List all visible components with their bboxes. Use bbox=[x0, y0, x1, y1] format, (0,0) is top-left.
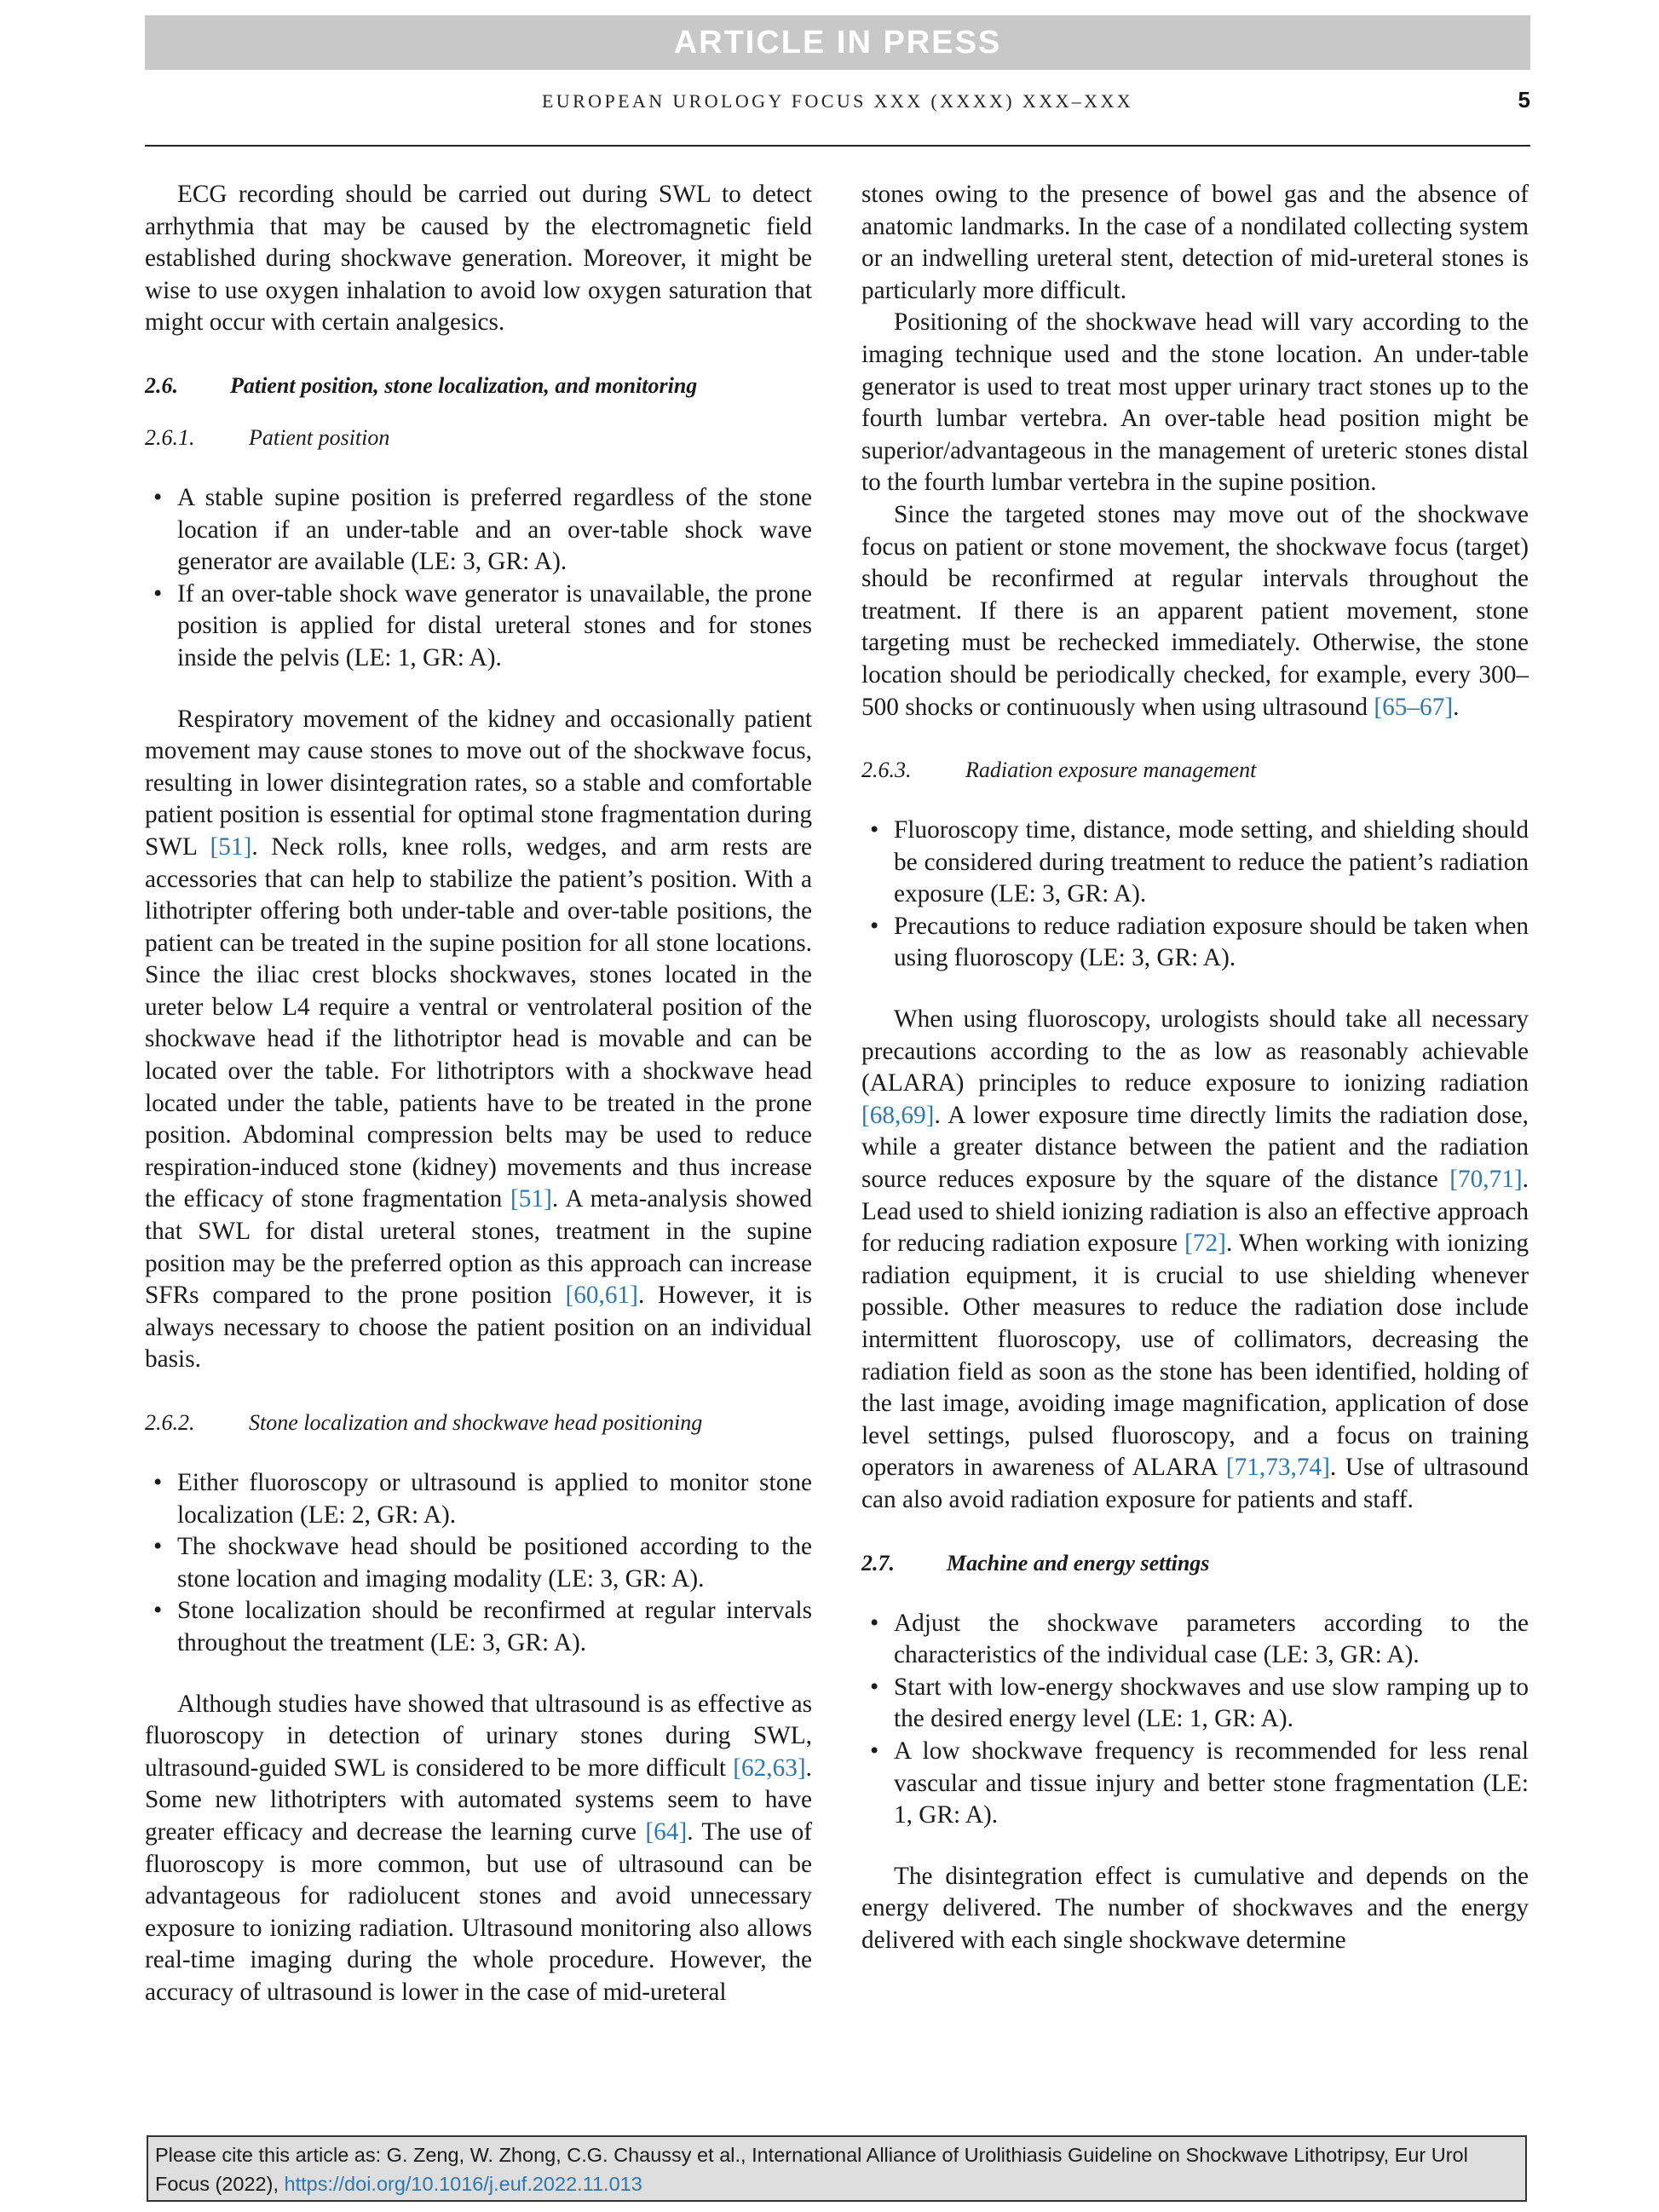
list-item: • Adjust the shockwave parameters according to the characteristics of the individual case (LE: 3, GR: A). bbox=[870, 1609, 1529, 1669]
section-heading-2-6-3 bbox=[861, 754, 1529, 786]
reference-link[interactable]: [70,71] bbox=[1449, 1166, 1523, 1194]
section-title: Patient position, stone localization, and monitoring bbox=[230, 372, 698, 398]
bullet-list-stone-localization bbox=[145, 1467, 812, 1660]
bullet-icon: • bbox=[153, 1469, 163, 1496]
paragraph-ultrasound: Although studies have showed that ultrasound is as effective as fluoroscopy in detection of urinary stones during SWL, ultrasound-guided SWL is considered to be more difficult [62,63]. Some new lithotripters with automated systems seem to have greater efficacy and decrease the learning curve [64]. The use of fluoroscopy is more common, but use of ultrasound can be advantageous for radiolucent stones and avoid unnecessary exposure to ionizing radiation. Ultrasound monitoring also allows real-time imaging during the whole procedure. However, the accuracy of ultrasound is lower in the case of mid-ureteral bbox=[145, 1690, 812, 2006]
paragraph-positioning: Positioning of the shockwave head will vary according to the imaging technique used and the stone location. An under-table generator is used to treat most upper urinary tract stones up to the fourth lumbar vertebra. An over-table head position might be superior/advantageous in the management of ureteric stones distal to the fourth lumbar vertebra in the supine position. bbox=[861, 308, 1529, 497]
section-title: Radiation exposure management bbox=[965, 757, 1257, 783]
bullet-icon: • bbox=[153, 1533, 163, 1561]
bullet-icon: • bbox=[153, 483, 163, 511]
list-item: • If an over-table shock wave generator is unavailable, the prone position is applied for distal ureteral stones and for stones inside the pelvis (LE: 1, GR: A). bbox=[153, 579, 812, 671]
list-item: • A low shockwave frequency is recommended for less renal vascular and tissue injury and better stone fragmentation (LE: 1, GR: A). bbox=[870, 1737, 1529, 1829]
bullet-list-patient-position bbox=[145, 482, 812, 675]
paragraph-targeting: Since the targeted stones may move out of the shockwave focus on patient or stone movement, the shockwave focus (target) should be reconfirmed at regular intervals throughout the treatment. If there is an apparent patient movement, stone targeting must be rechecked immediately. Otherwise, the stone location should be periodically checked, for example, every 300–500 shocks or continuously when using ultrasound [65–67]. bbox=[861, 500, 1529, 721]
list-item: • Either fluoroscopy or ultrasound is applied to monitor stone localization (LE: 2, GR: A). bbox=[153, 1469, 812, 1529]
section-number: 2.6. bbox=[145, 372, 178, 398]
reference-link[interactable]: [62,63] bbox=[733, 1754, 806, 1782]
reference-link[interactable]: [51] bbox=[510, 1185, 552, 1213]
doi-link[interactable]: https://doi.org/10.1016/j.euf.2022.11.013 bbox=[284, 2173, 642, 2195]
bullet-icon: • bbox=[870, 1673, 879, 1701]
bullet-icon: • bbox=[153, 1597, 163, 1625]
list-item: • The shockwave head should be positioned according to the stone location and imaging modality (LE: 3, GR: A). bbox=[153, 1533, 812, 1593]
bullet-icon: • bbox=[870, 912, 879, 940]
section-title: Stone localization and shockwave head positioning bbox=[249, 1410, 703, 1435]
reference-link[interactable]: [64] bbox=[645, 1817, 688, 1846]
reference-link[interactable]: [65–67] bbox=[1374, 693, 1454, 721]
page-number: 5 bbox=[1518, 87, 1530, 112]
list-item: • Fluoroscopy time, distance, mode setting, and shielding should be considered during treatment to reduce the patient’s radiation exposure (LE: 3, GR: A). bbox=[870, 816, 1529, 908]
reference-link[interactable]: [60,61] bbox=[565, 1282, 638, 1310]
section-number: 2.7. bbox=[861, 1550, 895, 1575]
section-number: 2.6.2. bbox=[145, 1410, 195, 1435]
citation-box bbox=[147, 2135, 1527, 2202]
list-item: • A stable supine position is preferred regardless of the stone location if an under-table and an over-table shock wave generator are available (LE: 3, GR: A). bbox=[153, 483, 812, 576]
bullet-list-machine-settings bbox=[861, 1608, 1529, 1832]
list-item: • Start with low-energy shockwaves and use slow ramping up to the desired energy level (LE: 1, GR: A). bbox=[870, 1673, 1529, 1733]
bullet-icon: • bbox=[870, 1609, 879, 1637]
paragraph-energy: The disintegration effect is cumulative and depends on the energy delivered. The number of shockwaves and the energy delivered with each single shockwave determine bbox=[861, 1862, 1529, 1954]
journal-name: EUROPEAN UROLOGY FOCUS XXX (XXXX) XXX–XXX bbox=[541, 90, 1134, 112]
bullet-icon: • bbox=[153, 579, 163, 608]
reference-link[interactable]: [72] bbox=[1184, 1230, 1226, 1258]
right-column bbox=[861, 179, 1529, 1957]
section-number: 2.6.1. bbox=[145, 424, 195, 450]
paragraph-fluoroscopy: When using fluoroscopy, urologists should take all necessary precautions according to the as low as reasonably achievable (ALARA) principles to reduce exposure to ionizing radiation [68,69]. A lower exposure time directly limits the radiation dose, while a greater distance between the patient and the radiation source reduces exposure by the square of the distance [70,71]. Lead used to shield ionizing radiation is also an effective approach for reducing radiation exposure [72]. When working with ionizing radiation equipment, it is crucial to use shielding whenever possible. Other measures to reduce the radiation dose include intermittent fluoroscopy, use of collimators, decreasing the radiation field as soon as the stone has been identified, holding of the last image, avoiding image magnification, application of dose level settings, pulsed fluoroscopy, and a focus on training operators in awareness of ALARA [71,73,74]. Use of ultrasound can also avoid radiation exposure for patients and staff. bbox=[861, 1005, 1529, 1513]
header-divider bbox=[145, 145, 1530, 147]
running-head bbox=[145, 85, 1530, 119]
section-number: 2.6.3. bbox=[861, 757, 912, 783]
paragraph-continued: stones owing to the presence of bowel gas and the absence of anatomic landmarks. In the case of a nondilated collecting system or an indwelling ureteral stent, detection of mid-ureteral stones is particularly more difficult. bbox=[861, 181, 1529, 304]
list-item: • Precautions to reduce radiation exposure should be taken when using fluoroscopy (LE: 3, GR: A). bbox=[870, 912, 1529, 972]
article-in-press-banner: ARTICLE IN PRESS bbox=[145, 15, 1530, 70]
reference-link[interactable]: [51] bbox=[210, 832, 252, 861]
list-item: • Stone localization should be reconfirmed at regular intervals throughout the treatment (LE: 3, GR: A). bbox=[153, 1597, 812, 1656]
left-column bbox=[145, 179, 812, 2009]
section-heading-2-6-2 bbox=[145, 1407, 812, 1438]
section-heading-2-6 bbox=[145, 370, 812, 401]
section-title: Patient position bbox=[249, 424, 390, 450]
paragraph-respiratory-movement: Respiratory movement of the kidney and occasionally patient movement may cause stones to move out of the shockwave focus, resulting in lower disintegration rates, so a stable and comfortable patient position is essential for optimal stone fragmentation during SWL [51]. Neck rolls, knee rolls, wedges, and arm rests are accessories that can help to stabilize the patient’s position. With a lithotripter offering both under-table and over-table positions, the patient can be treated in the supine position for all stone locations. Since the iliac crest blocks shockwaves, stones located in the ureter below L4 require a ventral or ventrolateral position of the shockwave head if the lithotriptor head is movable and can be located over the table. For lithotriptors with a shockwave head located under the table, patients have to be treated in the prone position. Abdominal compression belts may be used to reduce respiration-induced stone (kidney) movements and thus increase the efficacy of stone fragmentation [51]. A meta-analysis showed that SWL for distal ureteral stones, treatment in the supine position may be the preferred option as this approach can increase SFRs compared to the prone position [60,61]. However, it is always necessary to choose the patient position on an individual basis. bbox=[145, 705, 813, 1374]
reference-link[interactable]: [68,69] bbox=[861, 1101, 935, 1129]
section-heading-2-6-1 bbox=[145, 422, 812, 453]
bullet-icon: • bbox=[870, 1737, 879, 1765]
bullet-icon: • bbox=[870, 816, 879, 844]
reference-link[interactable]: [71,73,74] bbox=[1225, 1454, 1330, 1482]
section-title: Machine and energy settings bbox=[947, 1550, 1210, 1575]
bullet-list-radiation bbox=[861, 815, 1529, 975]
section-heading-2-7 bbox=[861, 1547, 1529, 1579]
citation-text: Please cite this article as: G. Zeng, W. Zhong, C.G. Chaussy et al., International Alliance of Urolithiasis Guideline on Shockwave Lithotripsy, Eur Urol Focus (2022), bbox=[155, 2144, 1468, 2195]
paragraph-ecg: ECG recording should be carried out during SWL to detect arrhythmia that may be caused by the electromagnetic field established during shockwave generation. Moreover, it might be wise to use oxygen inhalation to avoid low oxygen saturation that might occur with certain analgesics. bbox=[145, 181, 812, 337]
